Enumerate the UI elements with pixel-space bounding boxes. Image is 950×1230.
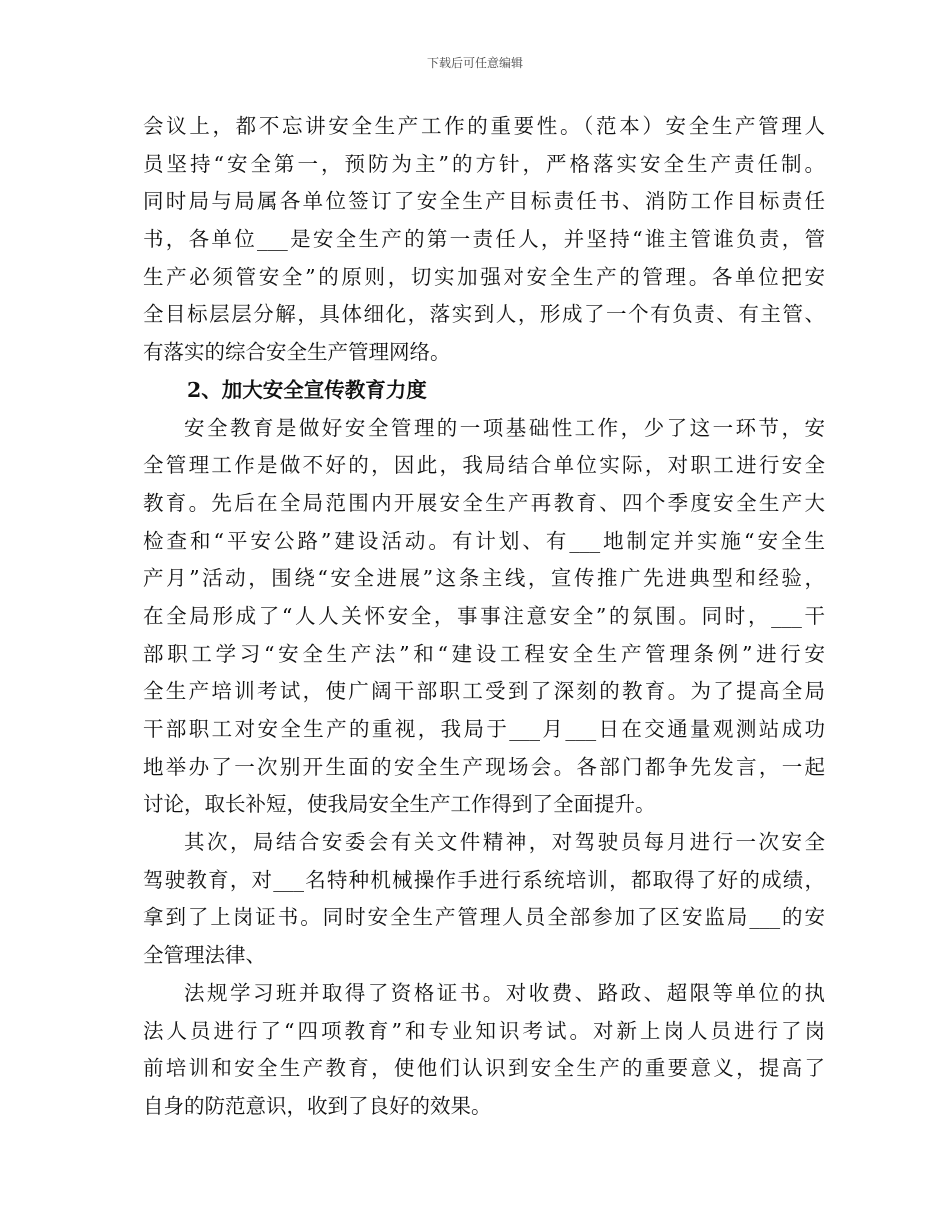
paragraph xyxy=(143,824,825,975)
text-line: 在全局形成了“人人关怀安全，事事注意安全”的氛围。同时，___干 xyxy=(143,603,825,628)
page-header: 下载后可任意编辑 xyxy=(426,56,523,70)
text-line: 安全教育是做好安全管理的一项基础性工作，少了这一环节，安 xyxy=(184,415,825,440)
text-line: 全管理法律、 xyxy=(143,943,266,968)
text-line: 干部职工对安全生产的重视，我局于___月___日在交通量观测站成功 xyxy=(143,717,825,741)
text-line: 书，各单位___是安全生产的第一责任人，并坚持“谁主管谁负责，管 xyxy=(143,227,825,252)
text-line: 前培训和安全生产教育，使他们认识到安全生产的重要意义，提高了 xyxy=(143,1056,825,1081)
text-line: 员坚持“安全第一，预防为主”的方针，严格落实安全生产责任制。 xyxy=(143,151,825,176)
text-line: 部职工学习“安全生产法”和“建设工程安全生产管理条例”进行安 xyxy=(143,641,825,666)
text-line: 讨论，取长补短，使我局安全生产工作得到了全面提升。 xyxy=(143,792,656,817)
text-line: 有落实的综合安全生产管理网络。 xyxy=(143,340,451,365)
text-line: 生产必须管安全”的原则，切实加强对安全生产的管理。各单位把安 xyxy=(143,264,825,289)
document-body xyxy=(143,108,825,1126)
text-line: 法规学习班并取得了资格证书。对收费、路政、超限等单位的执 xyxy=(184,980,825,1005)
text-line: 全生产培训考试，使广阔干部职工受到了深刻的教育。为了提高全局 xyxy=(143,679,825,704)
text-line: 同时局与局属各单位签订了安全生产目标责任书、消防工作目标责任 xyxy=(143,189,825,214)
text-line: 会议上，都不忘讲安全生产工作的重要性。（范本）安全生产管理人 xyxy=(143,114,825,138)
text-line: 地举办了一次别开生面的安全生产现场会。各部门都争先发言，一起 xyxy=(143,754,825,779)
paragraph xyxy=(143,975,825,1126)
section-heading xyxy=(143,372,825,410)
text-line: 全目标层层分解，具体细化，落实到人，形成了一个有负责、有主管、 xyxy=(143,302,825,327)
heading-text: 2、加大安全宣传教育力度 xyxy=(187,377,427,402)
text-line: 全管理工作是做不好的，因此，我局结合单位实际，对职工进行安全 xyxy=(143,453,825,478)
text-line: 拿到了上岗证书。同时安全生产管理人员全部参加了区安监局___的安 xyxy=(143,905,825,930)
text-line: 检查和“平安公路”建设活动。有计划、有___地制定并实施“安全生 xyxy=(143,528,825,553)
text-line: 法人员进行了“四项教育”和专业知识考试。对新上岗人员进行了岗 xyxy=(143,1018,825,1043)
text-line: 驾驶教育，对___名特种机械操作手进行系统培训，都取得了好的成绩， xyxy=(143,867,825,892)
text-line: 其次，局结合安委会有关文件精神，对驾驶员每月进行一次安全 xyxy=(184,830,825,855)
paragraph xyxy=(143,108,825,372)
text-line: 产月”活动，围绕“安全进展”这条主线，宣传推广先进典型和经验， xyxy=(143,566,825,591)
text-line: 自身的防范意识，收到了良好的效果。 xyxy=(143,1093,492,1118)
text-line: 教育。先后在全局范围内开展安全生产再教育、四个季度安全生产大 xyxy=(143,490,825,515)
paragraph xyxy=(143,410,825,825)
